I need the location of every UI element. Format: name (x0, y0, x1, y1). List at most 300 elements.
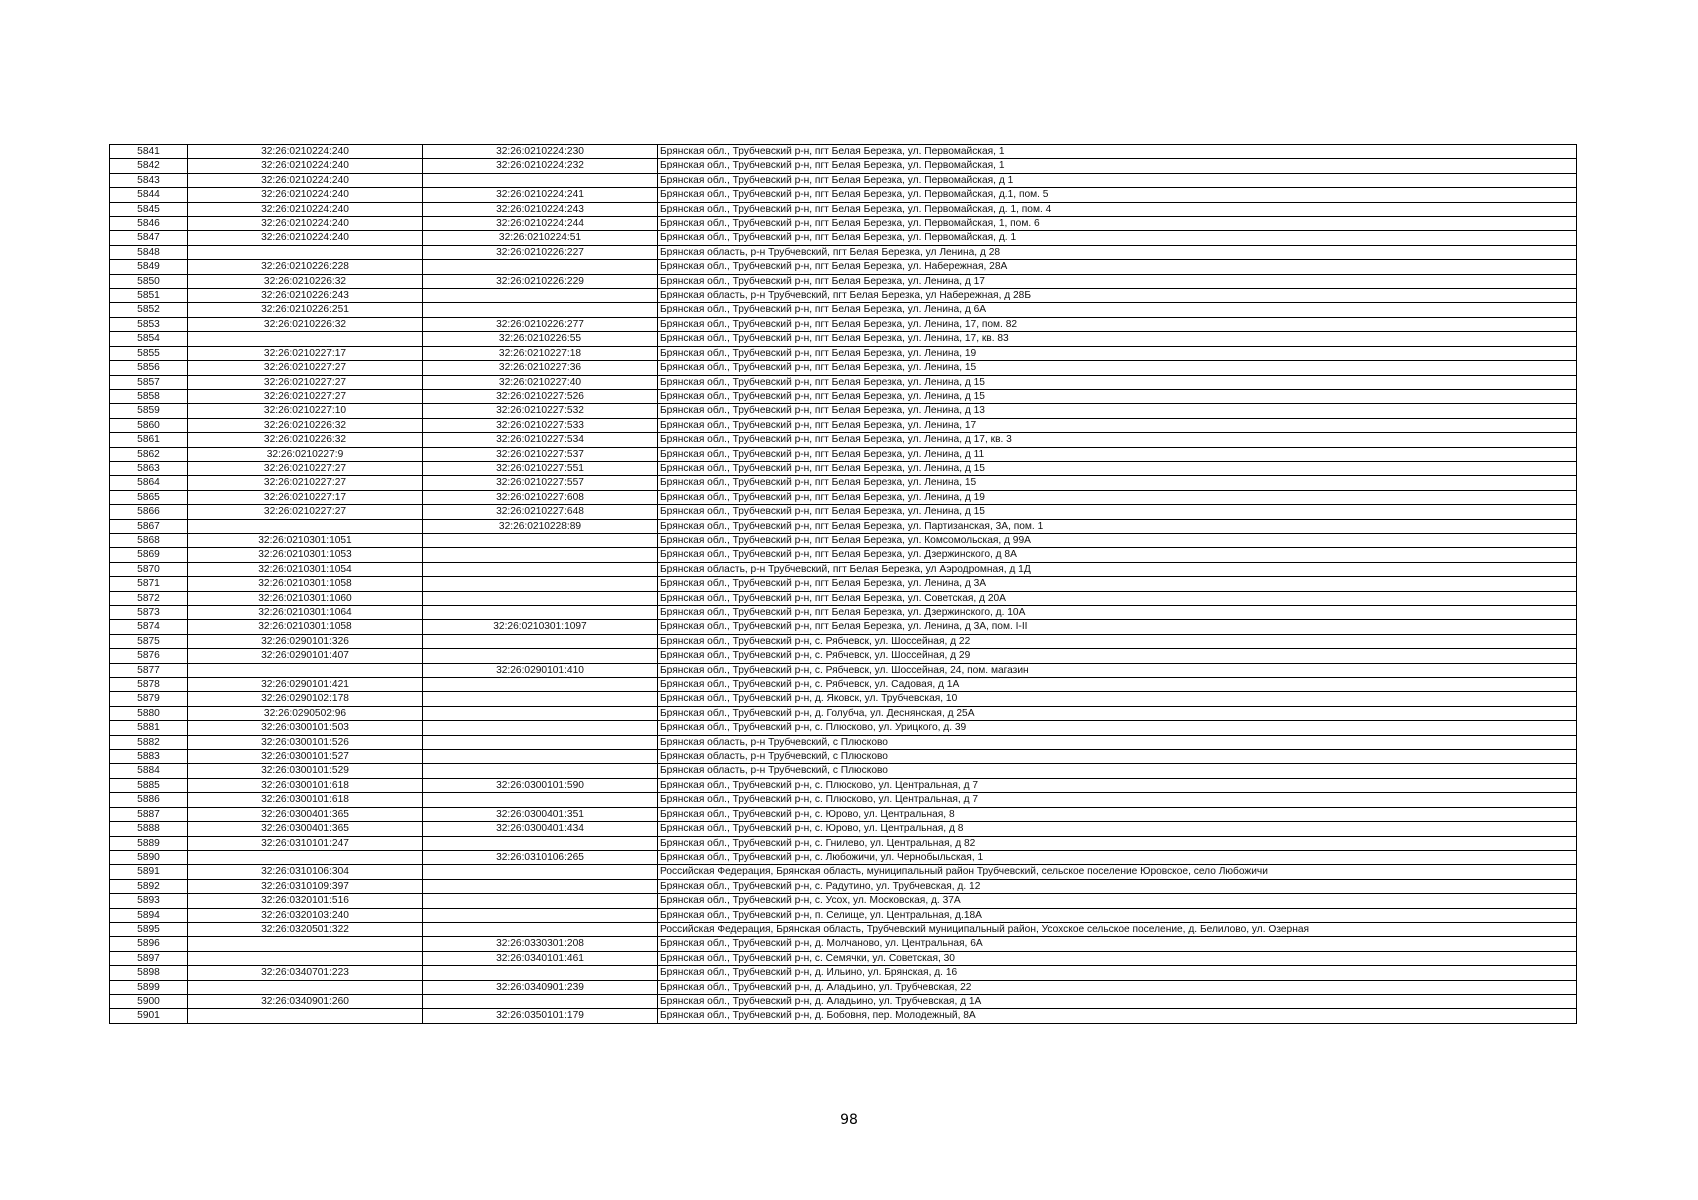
address-cell: Брянская обл., Трубчевский р-н, д. Молчаново, ул. Центральная, 6А (658, 937, 1577, 951)
table-row (110, 721, 1577, 735)
parcel-cadastral-number-cell: 32:26:0210224:240 (188, 217, 423, 231)
parcel-cadastral-number-cell (188, 519, 423, 533)
object-cadastral-number-cell (423, 836, 658, 850)
row-number-cell: 5883 (110, 750, 188, 764)
row-number-cell: 5887 (110, 807, 188, 821)
row-number-cell: 5886 (110, 793, 188, 807)
row-number-cell: 5848 (110, 245, 188, 259)
object-cadastral-number-cell: 32:26:0210227:533 (423, 418, 658, 432)
object-cadastral-number-cell (423, 994, 658, 1008)
address-cell: Брянская обл., Трубчевский р-н, пгт Белая Березка, ул. Ленина, 17 (658, 418, 1577, 432)
row-number-cell: 5841 (110, 145, 188, 159)
address-cell: Брянская обл., Трубчевский р-н, пгт Белая Березка, ул. Ленина, д 17, кв. 3 (658, 433, 1577, 447)
object-cadastral-number-cell (423, 750, 658, 764)
address-cell: Брянская обл., Трубчевский р-н, с. Усох, ул. Московская, д. 37А (658, 894, 1577, 908)
object-cadastral-number-cell (423, 894, 658, 908)
address-cell: Брянская обл., Трубчевский р-н, пгт Белая Березка, ул. Ленина, д 15 (658, 375, 1577, 389)
address-cell: Брянская обл., Трубчевский р-н, с. Плюсково, ул. Урицкого, д. 39 (658, 721, 1577, 735)
address-cell: Брянская обл., Трубчевский р-н, с. Плюсково, ул. Центральная, д 7 (658, 793, 1577, 807)
row-number-cell: 5863 (110, 461, 188, 475)
object-cadastral-number-cell (423, 591, 658, 605)
object-cadastral-number-cell: 32:26:0210227:18 (423, 346, 658, 360)
row-number-cell: 5852 (110, 303, 188, 317)
table-row (110, 980, 1577, 994)
row-number-cell: 5881 (110, 721, 188, 735)
row-number-cell: 5842 (110, 159, 188, 173)
object-cadastral-number-cell: 32:26:0210228:89 (423, 519, 658, 533)
address-cell: Брянская обл., Трубчевский р-н, пгт Белая Березка, ул. Комсомольская, д 99А (658, 533, 1577, 547)
table-row (110, 505, 1577, 519)
row-number-cell: 5859 (110, 404, 188, 418)
address-cell: Брянская обл., Трубчевский р-н, пгт Белая Березка, ул. Советская, д 20А (658, 591, 1577, 605)
parcel-cadastral-number-cell: 32:26:0210226:32 (188, 317, 423, 331)
address-cell: Брянская область, р-н Трубчевский, пгт Белая Березка, ул Набережная, д 28Б (658, 289, 1577, 303)
parcel-cadastral-number-cell: 32:26:0290102:178 (188, 692, 423, 706)
address-cell: Брянская обл., Трубчевский р-н, пгт Белая Березка, ул. Партизанская, 3А, пом. 1 (658, 519, 1577, 533)
parcel-cadastral-number-cell: 32:26:0290101:407 (188, 649, 423, 663)
address-cell: Брянская область, р-н Трубчевский, пгт Белая Березка, ул Ленина, д 28 (658, 245, 1577, 259)
table-row (110, 202, 1577, 216)
table-row (110, 836, 1577, 850)
row-number-cell: 5899 (110, 980, 188, 994)
address-cell: Брянская обл., Трубчевский р-н, д. Голубча, ул. Деснянская, д 25А (658, 706, 1577, 720)
address-cell: Брянская обл., Трубчевский р-н, с. Юрово, ул. Центральная, 8 (658, 807, 1577, 821)
parcel-cadastral-number-cell: 32:26:0210227:27 (188, 361, 423, 375)
table-row (110, 778, 1577, 792)
object-cadastral-number-cell: 32:26:0210227:551 (423, 461, 658, 475)
row-number-cell: 5876 (110, 649, 188, 663)
table-row (110, 361, 1577, 375)
address-cell: Брянская область, р-н Трубчевский, с Плюсково (658, 750, 1577, 764)
parcel-cadastral-number-cell: 32:26:0320103:240 (188, 908, 423, 922)
row-number-cell: 5845 (110, 202, 188, 216)
address-cell: Брянская обл., Трубчевский р-н, с. Рябчевск, ул. Шоссейная, д 29 (658, 649, 1577, 663)
address-cell: Брянская обл., Трубчевский р-н, пгт Белая Березка, ул. Ленина, д 6А (658, 303, 1577, 317)
property-table (109, 144, 1577, 1024)
address-cell: Брянская область, р-н Трубчевский, с Плюсково (658, 764, 1577, 778)
table-row (110, 879, 1577, 893)
object-cadastral-number-cell (423, 562, 658, 576)
table-row (110, 807, 1577, 821)
object-cadastral-number-cell (423, 721, 658, 735)
object-cadastral-number-cell: 32:26:0210226:227 (423, 245, 658, 259)
table-row (110, 706, 1577, 720)
address-cell: Брянская обл., Трубчевский р-н, пгт Белая Березка, ул. Дзержинского, д 8А (658, 548, 1577, 562)
parcel-cadastral-number-cell: 32:26:0210224:240 (188, 188, 423, 202)
row-number-cell: 5877 (110, 663, 188, 677)
table-row (110, 173, 1577, 187)
parcel-cadastral-number-cell: 32:26:0210301:1060 (188, 591, 423, 605)
row-number-cell: 5891 (110, 865, 188, 879)
table-row (110, 274, 1577, 288)
table-row (110, 850, 1577, 864)
row-number-cell: 5855 (110, 346, 188, 360)
object-cadastral-number-cell: 32:26:0210224:232 (423, 159, 658, 173)
table-row (110, 620, 1577, 634)
address-cell: Брянская обл., Трубчевский р-н, пгт Белая Березка, ул. Ленина, д 17 (658, 274, 1577, 288)
row-number-cell: 5857 (110, 375, 188, 389)
object-cadastral-number-cell: 32:26:0210226:55 (423, 332, 658, 346)
address-cell: Брянская обл., Трубчевский р-н, с. Рябчевск, ул. Шоссейная, 24, пом. магазин (658, 663, 1577, 677)
object-cadastral-number-cell: 32:26:0300101:590 (423, 778, 658, 792)
parcel-cadastral-number-cell (188, 245, 423, 259)
parcel-cadastral-number-cell: 32:26:0210226:32 (188, 418, 423, 432)
row-number-cell: 5892 (110, 879, 188, 893)
address-cell: Брянская обл., Трубчевский р-н, пгт Белая Березка, ул. Первомайская, д.1, пом. 5 (658, 188, 1577, 202)
table-row (110, 966, 1577, 980)
object-cadastral-number-cell (423, 533, 658, 547)
object-cadastral-number-cell: 32:26:0210224:230 (423, 145, 658, 159)
table-row (110, 764, 1577, 778)
object-cadastral-number-cell: 32:26:0210226:229 (423, 274, 658, 288)
parcel-cadastral-number-cell: 32:26:0210224:240 (188, 145, 423, 159)
table-row (110, 145, 1577, 159)
table-row (110, 231, 1577, 245)
address-cell: Брянская обл., Трубчевский р-н, д. Яковск, ул. Трубчевская, 10 (658, 692, 1577, 706)
row-number-cell: 5880 (110, 706, 188, 720)
address-cell: Брянская обл., Трубчевский р-н, пгт Белая Березка, ул. Ленина, д 3А (658, 577, 1577, 591)
row-number-cell: 5885 (110, 778, 188, 792)
table-row (110, 994, 1577, 1008)
table-body (110, 145, 1577, 1024)
row-number-cell: 5875 (110, 634, 188, 648)
parcel-cadastral-number-cell: 32:26:0300401:365 (188, 807, 423, 821)
parcel-cadastral-number-cell: 32:26:0210226:32 (188, 433, 423, 447)
row-number-cell: 5870 (110, 562, 188, 576)
table-row (110, 260, 1577, 274)
table-row (110, 937, 1577, 951)
address-cell: Брянская обл., Трубчевский р-н, д. Ильино, ул. Брянская, д. 16 (658, 966, 1577, 980)
address-cell: Брянская обл., Трубчевский р-н, пгт Белая Березка, ул. Первомайская, д 1 (658, 173, 1577, 187)
parcel-cadastral-number-cell: 32:26:0210226:251 (188, 303, 423, 317)
parcel-cadastral-number-cell (188, 951, 423, 965)
object-cadastral-number-cell: 32:26:0350101:179 (423, 1009, 658, 1023)
parcel-cadastral-number-cell: 32:26:0210227:27 (188, 375, 423, 389)
object-cadastral-number-cell: 32:26:0210224:243 (423, 202, 658, 216)
parcel-cadastral-number-cell: 32:26:0210224:240 (188, 202, 423, 216)
object-cadastral-number-cell (423, 922, 658, 936)
table-row (110, 490, 1577, 504)
object-cadastral-number-cell (423, 548, 658, 562)
address-cell: Брянская обл., Трубчевский р-н, пгт Белая Березка, ул. Первомайская, 1, пом. 6 (658, 217, 1577, 231)
address-cell: Брянская область, р-н Трубчевский, с Плюсково (658, 735, 1577, 749)
row-number-cell: 5894 (110, 908, 188, 922)
parcel-cadastral-number-cell: 32:26:0310109:397 (188, 879, 423, 893)
table-row (110, 548, 1577, 562)
address-cell: Брянская обл., Трубчевский р-н, пгт Белая Березка, ул. Ленина, д 15 (658, 461, 1577, 475)
row-number-cell: 5901 (110, 1009, 188, 1023)
row-number-cell: 5898 (110, 966, 188, 980)
object-cadastral-number-cell: 32:26:0210301:1097 (423, 620, 658, 634)
parcel-cadastral-number-cell: 32:26:0300101:526 (188, 735, 423, 749)
row-number-cell: 5868 (110, 533, 188, 547)
parcel-cadastral-number-cell: 32:26:0210227:27 (188, 476, 423, 490)
row-number-cell: 5847 (110, 231, 188, 245)
address-cell: Брянская обл., Трубчевский р-н, с. Любожичи, ул. Чернобыльская, 1 (658, 850, 1577, 864)
parcel-cadastral-number-cell (188, 663, 423, 677)
address-cell: Брянская обл., Трубчевский р-н, пгт Белая Березка, ул. Набережная, 28А (658, 260, 1577, 274)
object-cadastral-number-cell: 32:26:0310106:265 (423, 850, 658, 864)
object-cadastral-number-cell (423, 966, 658, 980)
table-row (110, 389, 1577, 403)
address-cell: Брянская обл., Трубчевский р-н, пгт Белая Березка, ул. Ленина, д 15 (658, 389, 1577, 403)
row-number-cell: 5871 (110, 577, 188, 591)
parcel-cadastral-number-cell: 32:26:0210224:240 (188, 159, 423, 173)
object-cadastral-number-cell: 32:26:0340901:239 (423, 980, 658, 994)
table-row (110, 951, 1577, 965)
address-cell: Брянская обл., Трубчевский р-н, пгт Белая Березка, ул. Ленина, 15 (658, 361, 1577, 375)
table-row (110, 577, 1577, 591)
table-row (110, 217, 1577, 231)
parcel-cadastral-number-cell (188, 850, 423, 864)
object-cadastral-number-cell (423, 735, 658, 749)
table-row (110, 289, 1577, 303)
address-cell: Брянская обл., Трубчевский р-н, с. Рябчевск, ул. Шоссейная, д 22 (658, 634, 1577, 648)
table-row (110, 317, 1577, 331)
parcel-cadastral-number-cell: 32:26:0310106:304 (188, 865, 423, 879)
row-number-cell: 5867 (110, 519, 188, 533)
parcel-cadastral-number-cell (188, 937, 423, 951)
row-number-cell: 5865 (110, 490, 188, 504)
object-cadastral-number-cell (423, 908, 658, 922)
address-cell: Брянская обл., Трубчевский р-н, д. Бобовня, пер. Молодежный, 8А (658, 1009, 1577, 1023)
object-cadastral-number-cell: 32:26:0210224:244 (423, 217, 658, 231)
parcel-cadastral-number-cell: 32:26:0210301:1064 (188, 606, 423, 620)
table-row (110, 865, 1577, 879)
parcel-cadastral-number-cell: 32:26:0210301:1051 (188, 533, 423, 547)
row-number-cell: 5846 (110, 217, 188, 231)
row-number-cell: 5900 (110, 994, 188, 1008)
page-number: 98 (840, 1112, 858, 1128)
object-cadastral-number-cell: 32:26:0210227:534 (423, 433, 658, 447)
address-cell: Брянская обл., Трубчевский р-н, пгт Белая Березка, ул. Ленина, д 15 (658, 505, 1577, 519)
parcel-cadastral-number-cell: 32:26:0210301:1058 (188, 577, 423, 591)
parcel-cadastral-number-cell: 32:26:0290101:421 (188, 678, 423, 692)
row-number-cell: 5888 (110, 822, 188, 836)
row-number-cell: 5874 (110, 620, 188, 634)
object-cadastral-number-cell (423, 764, 658, 778)
address-cell: Брянская обл., Трубчевский р-н, пгт Белая Березка, ул. Ленина, д 11 (658, 447, 1577, 461)
object-cadastral-number-cell: 32:26:0210224:51 (423, 231, 658, 245)
table-row (110, 404, 1577, 418)
address-cell: Брянская обл., Трубчевский р-н, пгт Белая Березка, ул. Ленина, 19 (658, 346, 1577, 360)
row-number-cell: 5866 (110, 505, 188, 519)
row-number-cell: 5889 (110, 836, 188, 850)
parcel-cadastral-number-cell: 32:26:0300101:618 (188, 778, 423, 792)
object-cadastral-number-cell: 32:26:0210227:40 (423, 375, 658, 389)
parcel-cadastral-number-cell (188, 332, 423, 346)
address-cell: Брянская обл., Трубчевский р-н, с. Семячки, ул. Советская, 30 (658, 951, 1577, 965)
row-number-cell: 5860 (110, 418, 188, 432)
parcel-cadastral-number-cell: 32:26:0210226:32 (188, 274, 423, 288)
address-cell: Брянская обл., Трубчевский р-н, пгт Белая Березка, ул. Ленина, д 3А, пом. I-II (658, 620, 1577, 634)
object-cadastral-number-cell: 32:26:0330301:208 (423, 937, 658, 951)
parcel-cadastral-number-cell: 32:26:0210227:10 (188, 404, 423, 418)
parcel-cadastral-number-cell: 32:26:0210224:240 (188, 231, 423, 245)
object-cadastral-number-cell: 32:26:0300401:434 (423, 822, 658, 836)
parcel-cadastral-number-cell: 32:26:0210227:27 (188, 461, 423, 475)
row-number-cell: 5850 (110, 274, 188, 288)
object-cadastral-number-cell: 32:26:0210227:648 (423, 505, 658, 519)
parcel-cadastral-number-cell: 32:26:0210227:27 (188, 505, 423, 519)
table-row (110, 303, 1577, 317)
object-cadastral-number-cell: 32:26:0210227:526 (423, 389, 658, 403)
row-number-cell: 5844 (110, 188, 188, 202)
table-row (110, 908, 1577, 922)
table-row (110, 461, 1577, 475)
row-number-cell: 5879 (110, 692, 188, 706)
table-row (110, 822, 1577, 836)
table-row (110, 159, 1577, 173)
address-cell: Брянская обл., Трубчевский р-н, с. Юрово, ул. Центральная, д 8 (658, 822, 1577, 836)
parcel-cadastral-number-cell: 32:26:0300101:527 (188, 750, 423, 764)
table-row (110, 649, 1577, 663)
table-row (110, 533, 1577, 547)
object-cadastral-number-cell: 32:26:0340101:461 (423, 951, 658, 965)
address-cell: Брянская обл., Трубчевский р-н, с. Рябчевск, ул. Садовая, д 1А (658, 678, 1577, 692)
object-cadastral-number-cell (423, 678, 658, 692)
table-row (110, 346, 1577, 360)
table-row (110, 735, 1577, 749)
table-row (110, 188, 1577, 202)
object-cadastral-number-cell: 32:26:0210226:277 (423, 317, 658, 331)
table-row (110, 418, 1577, 432)
row-number-cell: 5862 (110, 447, 188, 461)
address-cell: Брянская обл., Трубчевский р-н, пгт Белая Березка, ул. Первомайская, д. 1, пом. 4 (658, 202, 1577, 216)
row-number-cell: 5882 (110, 735, 188, 749)
parcel-cadastral-number-cell: 32:26:0210301:1058 (188, 620, 423, 634)
address-cell: Брянская обл., Трубчевский р-н, пгт Белая Березка, ул. Первомайская, 1 (658, 145, 1577, 159)
table-row (110, 375, 1577, 389)
parcel-cadastral-number-cell: 32:26:0340901:260 (188, 994, 423, 1008)
row-number-cell: 5858 (110, 389, 188, 403)
row-number-cell: 5864 (110, 476, 188, 490)
address-cell: Брянская обл., Трубчевский р-н, пгт Белая Березка, ул. Первомайская, д. 1 (658, 231, 1577, 245)
parcel-cadastral-number-cell: 32:26:0320501:322 (188, 922, 423, 936)
row-number-cell: 5873 (110, 606, 188, 620)
row-number-cell: 5843 (110, 173, 188, 187)
row-number-cell: 5872 (110, 591, 188, 605)
address-cell: Брянская обл., Трубчевский р-н, с. Радутино, ул. Трубчевская, д. 12 (658, 879, 1577, 893)
object-cadastral-number-cell (423, 865, 658, 879)
parcel-cadastral-number-cell: 32:26:0210301:1053 (188, 548, 423, 562)
object-cadastral-number-cell: 32:26:0300401:351 (423, 807, 658, 821)
address-cell: Брянская обл., Трубчевский р-н, пгт Белая Березка, ул. Дзержинского, д. 10А (658, 606, 1577, 620)
parcel-cadastral-number-cell: 32:26:0310101:247 (188, 836, 423, 850)
parcel-cadastral-number-cell: 32:26:0210226:243 (188, 289, 423, 303)
address-cell: Брянская обл., Трубчевский р-н, пгт Белая Березка, ул. Ленина, 17, пом. 82 (658, 317, 1577, 331)
parcel-cadastral-number-cell: 32:26:0290502:96 (188, 706, 423, 720)
object-cadastral-number-cell: 32:26:0210227:36 (423, 361, 658, 375)
parcel-cadastral-number-cell: 32:26:0290101:326 (188, 634, 423, 648)
parcel-cadastral-number-cell: 32:26:0210227:17 (188, 346, 423, 360)
row-number-cell: 5897 (110, 951, 188, 965)
table-row (110, 894, 1577, 908)
parcel-cadastral-number-cell: 32:26:0300101:529 (188, 764, 423, 778)
parcel-cadastral-number-cell: 32:26:0210301:1054 (188, 562, 423, 576)
row-number-cell: 5861 (110, 433, 188, 447)
parcel-cadastral-number-cell: 32:26:0320101:516 (188, 894, 423, 908)
object-cadastral-number-cell (423, 260, 658, 274)
table-row (110, 634, 1577, 648)
row-number-cell: 5856 (110, 361, 188, 375)
table-row (110, 663, 1577, 677)
table-row (110, 332, 1577, 346)
object-cadastral-number-cell (423, 879, 658, 893)
object-cadastral-number-cell (423, 649, 658, 663)
object-cadastral-number-cell: 32:26:0210224:241 (423, 188, 658, 202)
row-number-cell: 5893 (110, 894, 188, 908)
address-cell: Брянская область, р-н Трубчевский, пгт Белая Березка, ул Аэродромная, д 1Д (658, 562, 1577, 576)
row-number-cell: 5854 (110, 332, 188, 346)
object-cadastral-number-cell: 32:26:0290101:410 (423, 663, 658, 677)
table-row (110, 447, 1577, 461)
object-cadastral-number-cell (423, 303, 658, 317)
object-cadastral-number-cell (423, 706, 658, 720)
table-row (110, 519, 1577, 533)
object-cadastral-number-cell (423, 692, 658, 706)
parcel-cadastral-number-cell: 32:26:0210224:240 (188, 173, 423, 187)
table-row (110, 692, 1577, 706)
address-cell: Российская Федерация, Брянская область, муниципальный район Трубчевский, сельское поселение Юровское, село Любожичи (658, 865, 1577, 879)
table-row (110, 591, 1577, 605)
object-cadastral-number-cell (423, 634, 658, 648)
parcel-cadastral-number-cell (188, 980, 423, 994)
object-cadastral-number-cell: 32:26:0210227:532 (423, 404, 658, 418)
address-cell: Брянская обл., Трубчевский р-н, пгт Белая Березка, ул. Ленина, д 13 (658, 404, 1577, 418)
parcel-cadastral-number-cell: 32:26:0210227:9 (188, 447, 423, 461)
row-number-cell: 5884 (110, 764, 188, 778)
parcel-cadastral-number-cell: 32:26:0300101:618 (188, 793, 423, 807)
table-row (110, 1009, 1577, 1023)
parcel-cadastral-number-cell (188, 1009, 423, 1023)
row-number-cell: 5895 (110, 922, 188, 936)
object-cadastral-number-cell: 32:26:0210227:537 (423, 447, 658, 461)
row-number-cell: 5851 (110, 289, 188, 303)
row-number-cell: 5896 (110, 937, 188, 951)
parcel-cadastral-number-cell: 32:26:0210227:27 (188, 389, 423, 403)
address-cell: Брянская обл., Трубчевский р-н, п. Селище, ул. Центральная, д.18А (658, 908, 1577, 922)
address-cell: Брянская обл., Трубчевский р-н, д. Аладьино, ул. Трубчевская, 22 (658, 980, 1577, 994)
address-cell: Брянская обл., Трубчевский р-н, с. Гнилево, ул. Центральная, д 82 (658, 836, 1577, 850)
row-number-cell: 5849 (110, 260, 188, 274)
address-cell: Брянская обл., Трубчевский р-н, с. Плюсково, ул. Центральная, д 7 (658, 778, 1577, 792)
table-row (110, 750, 1577, 764)
address-cell: Российская Федерация, Брянская область, Трубчевский муниципальный район, Усохское сельское поселение, д. Белилово, ул. Озерная (658, 922, 1577, 936)
parcel-cadastral-number-cell: 32:26:0210227:17 (188, 490, 423, 504)
parcel-cadastral-number-cell: 32:26:0300401:365 (188, 822, 423, 836)
address-cell: Брянская обл., Трубчевский р-н, пгт Белая Березка, ул. Ленина, 15 (658, 476, 1577, 490)
address-cell: Брянская обл., Трубчевский р-н, пгт Белая Березка, ул. Ленина, д 19 (658, 490, 1577, 504)
table-row (110, 606, 1577, 620)
object-cadastral-number-cell (423, 289, 658, 303)
object-cadastral-number-cell: 32:26:0210227:608 (423, 490, 658, 504)
table-row (110, 793, 1577, 807)
table-row (110, 433, 1577, 447)
parcel-cadastral-number-cell: 32:26:0300101:503 (188, 721, 423, 735)
table-row (110, 245, 1577, 259)
row-number-cell: 5878 (110, 678, 188, 692)
row-number-cell: 5853 (110, 317, 188, 331)
object-cadastral-number-cell (423, 793, 658, 807)
object-cadastral-number-cell (423, 173, 658, 187)
object-cadastral-number-cell: 32:26:0210227:557 (423, 476, 658, 490)
table-row (110, 476, 1577, 490)
row-number-cell: 5869 (110, 548, 188, 562)
parcel-cadastral-number-cell: 32:26:0210226:228 (188, 260, 423, 274)
address-cell: Брянская обл., Трубчевский р-н, пгт Белая Березка, ул. Ленина, 17, кв. 83 (658, 332, 1577, 346)
table-row (110, 922, 1577, 936)
